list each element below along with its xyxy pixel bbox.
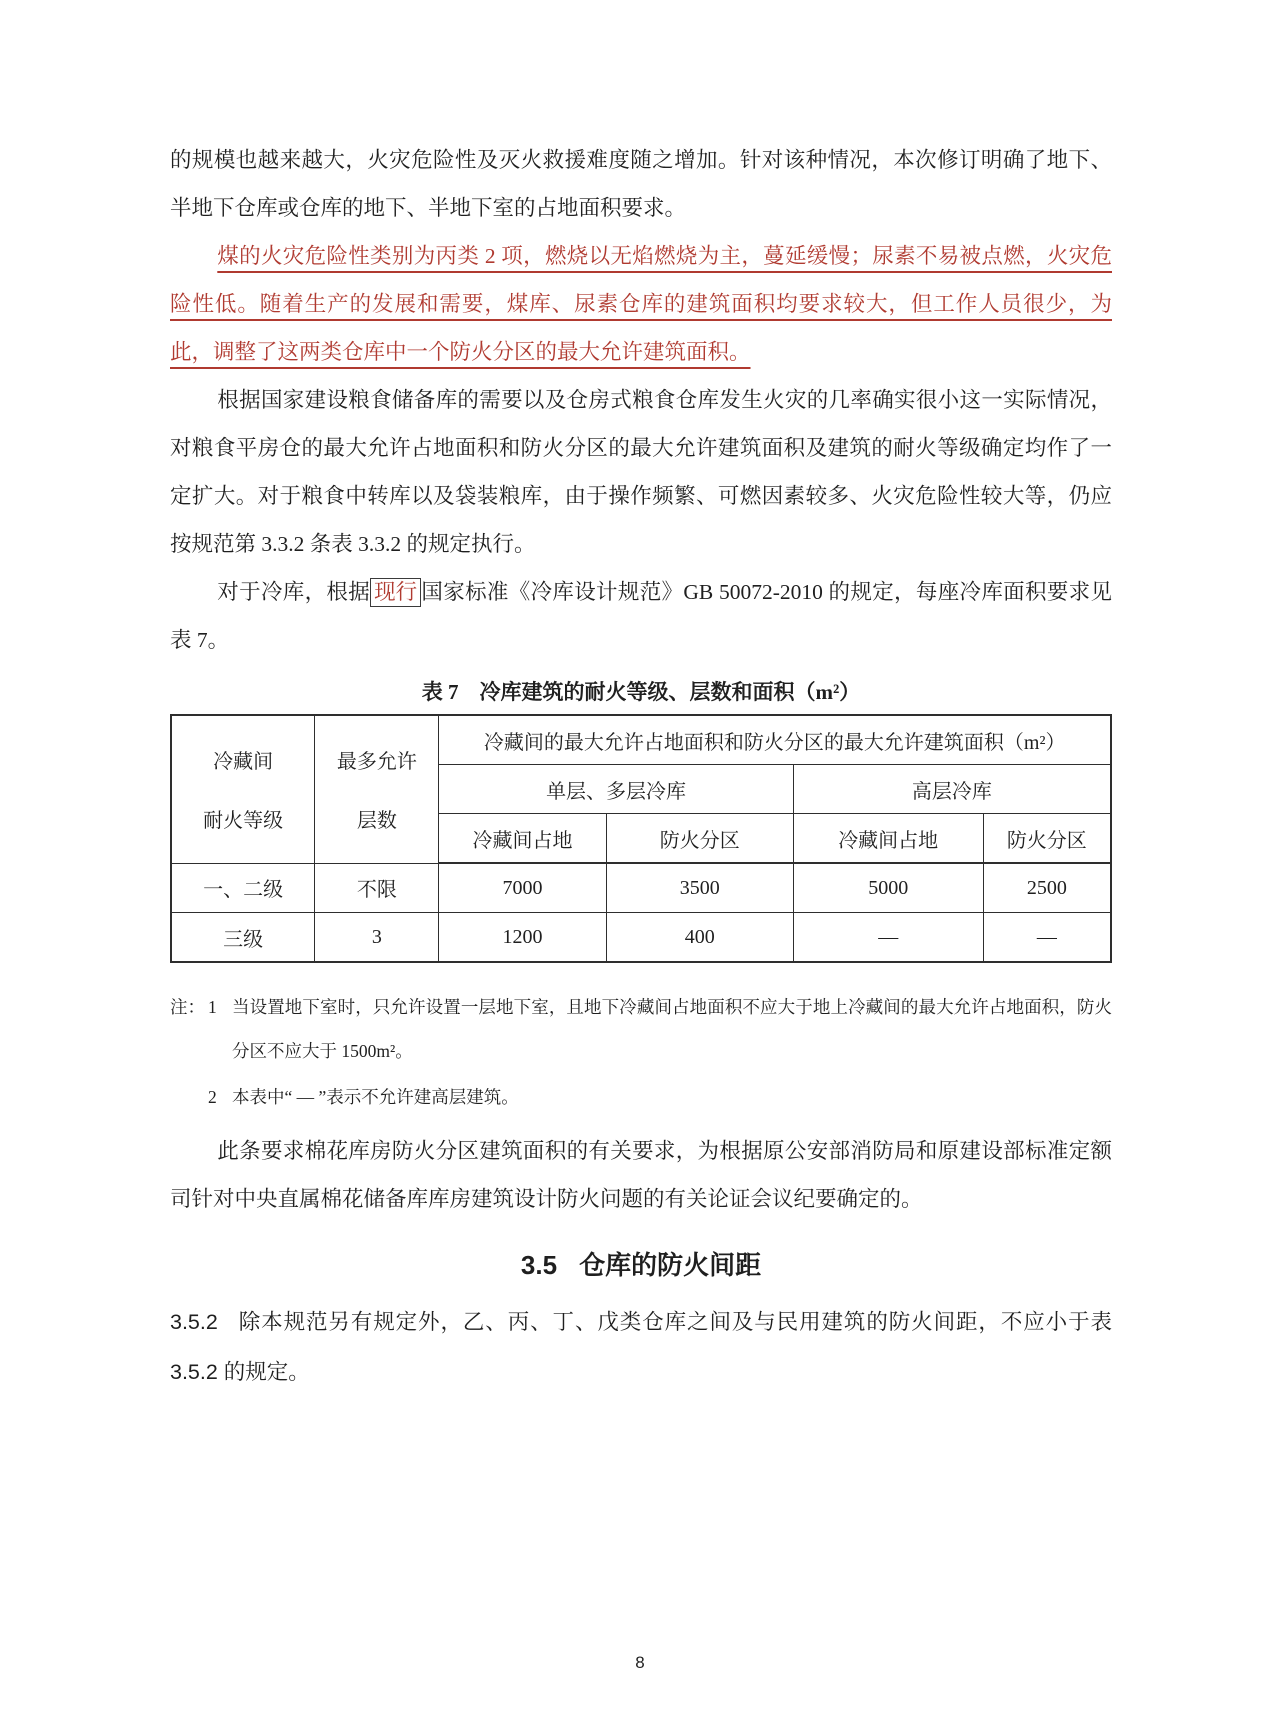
paragraph-cotton-warehouse: 此条要求棉花库房防火分区建筑面积的有关要求，为根据原公安部消防局和原建设部标准定额司针对中央直属棉花储备库库房建筑设计防火问题的有关论证会议纪要确定的。	[170, 1139, 1112, 1211]
cell-value: 7000	[439, 863, 606, 913]
paragraph-continuation: 的规模也越来越大，火灾危险性及灭火救援难度随之增加。针对该种情况，本次修订明确了地下、半地下仓库或仓库的地下、半地下室的占地面积要求。	[170, 148, 1112, 220]
header-max-storeys	[315, 715, 439, 863]
cold-storage-text-after: 国家标准《冷库设计规范》GB 50072-2010 的规定，每座冷库面积要求见表 7。	[170, 580, 1112, 652]
cell-value: 1200	[439, 913, 606, 963]
clause-number: 3.5.2	[170, 1310, 218, 1334]
header-fire-resistance-line1: 冷藏间	[213, 751, 274, 774]
table-caption: 表 7 冷库建筑的耐火等级、层数和面积（m²）	[421, 680, 861, 704]
note-item-1	[170, 985, 1112, 1073]
note-text-1: 当设置地下室时，只允许设置一层地下室，且地下冷藏间占地面积不应大于地上冷藏间的最大允许占地面积，防火分区不应大于 1500m²。	[232, 997, 1112, 1061]
page-number: 8	[635, 1653, 645, 1672]
note-number-2: 2	[208, 1087, 217, 1107]
note-text-2: 本表中“ — ”表示不允许建高层建筑。	[232, 1087, 519, 1107]
table-notes	[170, 985, 1112, 1119]
note-item-2	[170, 1075, 1112, 1119]
header-span-title: 冷藏间的最大允许占地面积和防火分区的最大允许建筑面积（m²）	[439, 715, 1111, 765]
table-7-cold-storage	[170, 714, 1112, 963]
clause-text: 除本规范另有规定外，乙、丙、丁、戊类仓库之间及与民用建筑的防火间距，不应小于表 3.5.2 的规定。	[170, 1310, 1112, 1384]
cold-storage-text-before: 对于冷库，根据	[217, 580, 371, 604]
clause-3-5-2	[170, 1297, 1112, 1397]
subheader-fire-compartment-2: 防火分区	[983, 814, 1111, 864]
cell-value: 5000	[793, 863, 983, 913]
cell-value: 3500	[606, 863, 793, 913]
note-label: 注：	[170, 997, 205, 1017]
paragraph-grain-warehouse: 根据国家建设粮食储备库的需要以及仓房式粮食仓库发生火灾的几率确实很小这一实际情况，对粮食平房仓的最大允许占地面积和防火分区的最大允许建筑面积及建筑的耐火等级确定均作了一定扩大。对于粮食中转库以及袋装粮库，由于操作频繁、可燃因素较多、火灾危险性较大等，仍应按规范第 3.3.2 条表 3.3.2 的规定执行。	[170, 388, 1112, 556]
header-group-highrise: 高层冷库	[793, 765, 1111, 814]
cell-class-1-2: 一、二级	[171, 863, 315, 913]
cell-dash: —	[793, 913, 983, 963]
boxed-term-xianxing: 现行	[370, 578, 421, 607]
paragraph-revision-red: 煤的火灾危险性类别为丙类 2 项，燃烧以无焰燃烧为主，蔓延缓慢；尿素不易被点燃，火灾危险性低。随着生产的发展和需要，煤库、尿素仓库的建筑面积均要求较大，但工作人员很少，为此，调整了这两类仓库中一个防火分区的最大允许建筑面积。	[170, 244, 1112, 364]
cell-class-3: 三级	[171, 913, 315, 963]
paragraph-cold-storage	[170, 568, 1112, 664]
subheader-footprint-2: 冷藏间占地	[793, 814, 983, 864]
header-max-storeys-line2: 层数	[356, 810, 397, 833]
table-row	[171, 913, 1111, 963]
note-number-1: 1	[208, 997, 217, 1017]
table-row	[171, 863, 1111, 913]
section-heading-3-5	[170, 1247, 1112, 1283]
section-heading-title: 仓库的防火间距	[579, 1250, 762, 1280]
subheader-fire-compartment-1: 防火分区	[606, 814, 793, 864]
cell-storeys-unlimited: 不限	[315, 863, 439, 913]
cell-storeys-3: 3	[315, 913, 439, 963]
cell-dash: —	[983, 913, 1111, 963]
header-fire-resistance-line2: 耐火等级	[203, 810, 284, 833]
header-fire-resistance-class	[171, 715, 315, 863]
header-group-single-multi: 单层、多层冷库	[439, 765, 793, 814]
section-heading-number: 3.5	[520, 1250, 558, 1280]
cell-value: 2500	[983, 863, 1111, 913]
table-header-row-1	[171, 715, 1111, 765]
header-max-storeys-line1: 最多允许	[336, 751, 417, 774]
note-label-spacer	[170, 1075, 208, 1119]
cell-value: 400	[606, 913, 793, 963]
subheader-footprint-1: 冷藏间占地	[439, 814, 606, 864]
